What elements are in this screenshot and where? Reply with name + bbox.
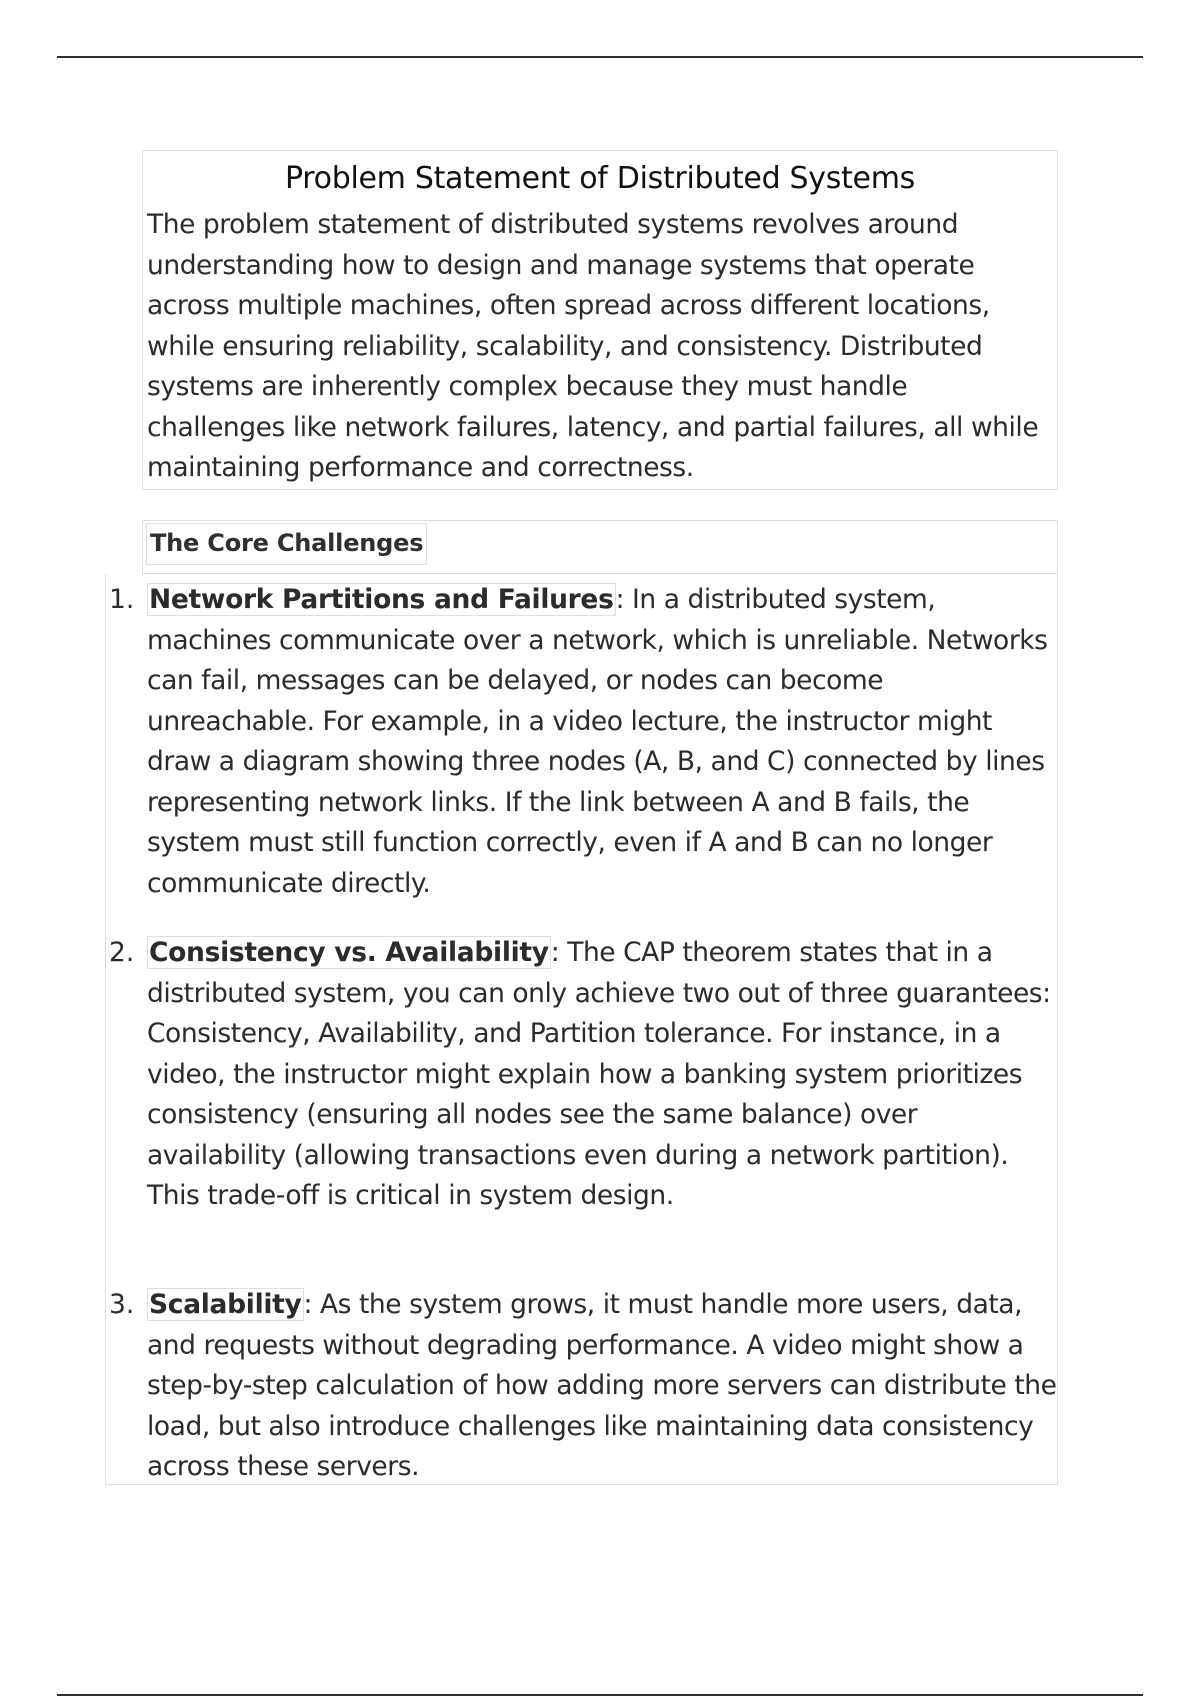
page-title: Problem Statement of Distributed Systems [285,161,915,196]
list-item-text: : The CAP theorem states that in a distributed system, you can only achieve two out of three guarantees: Consistency, Availability, and Partition tolerance. For instance, in a video, the instructor might explain how a banking system prioritizes consistency (ensuring all nodes see the same balance) over availability (allowing transactions even during a network partition). This trade-off is critical in system design. [147,937,1051,1211]
top-rule [57,56,1143,58]
intro-paragraph: The problem statement of distributed systems revolves around understanding how to design and manage systems that operate across multiple machines, often spread across different locations, while ensuring reliability, scalability, and consistency. Distributed systems are inherently complex because they must handle challenges like network failures, latency, and partial failures, all while maintaining performance and correctness. [147,209,1039,483]
list-item-body [147,1285,1057,1488]
list-item-body [147,580,1057,904]
list-item-number: 1. [109,584,135,615]
list-item-text: : In a distributed system, machines communicate over a network, which is unreliable. Networks can fail, messages can be delayed, or nodes can become unreachable. For example, in a video lecture, the instructor might draw a diagram showing three nodes (A, B, and C) connected by lines representing network links. If the link between A and B fails, the system must still function correctly, even if A and B can no longer communicate directly. [147,584,1048,899]
list-item-term: Scalability [149,1289,302,1320]
bottom-rule [57,1694,1143,1696]
list-item-term: Consistency vs. Availability [149,937,549,968]
list-item-body [147,933,1057,1217]
challenges-list [105,574,1058,1485]
list-item-number: 2. [109,937,135,968]
challenges-heading-section [142,520,1058,574]
list-item-text: : As the system grows, it must handle more users, data, and requests without degrading performance. A video might show a step-by-step calculation of how adding more servers can distribute the load, but also introduce challenges like maintaining data consistency across these servers. [147,1289,1057,1482]
challenges-heading: The Core Challenges [146,523,427,565]
list-item-number: 3. [109,1289,135,1320]
intro-section [142,150,1058,490]
list-item-term: Network Partitions and Failures [149,584,614,615]
